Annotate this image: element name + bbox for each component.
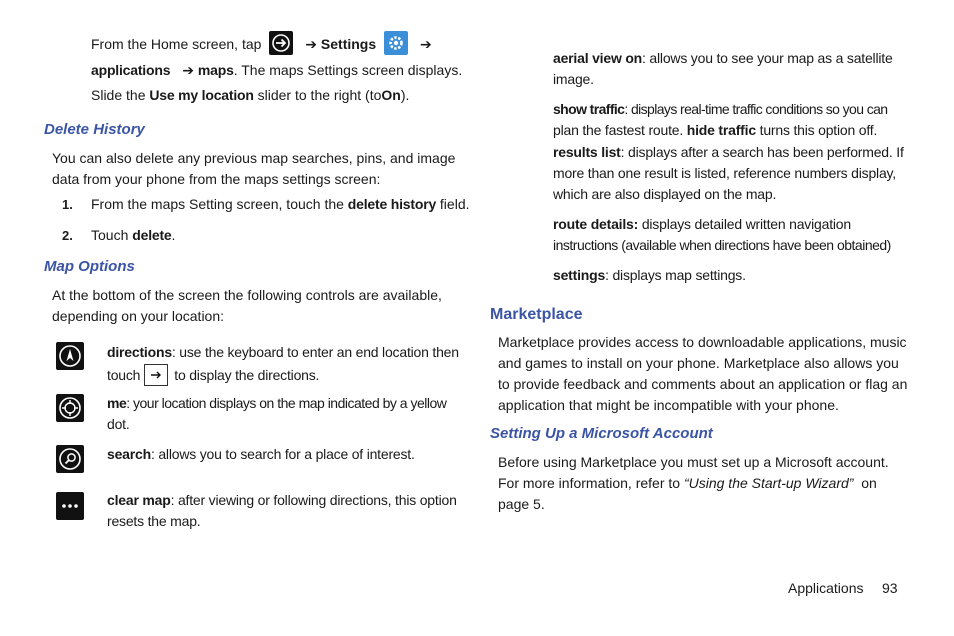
results-list-desc	[553, 142, 913, 205]
desc-text: touch	[107, 367, 141, 383]
desc-text: displays detailed written navigation	[641, 216, 851, 232]
footer-section: Applications	[788, 580, 864, 596]
map-options-heading: Map Options	[44, 258, 135, 275]
applications-term: applications	[91, 62, 171, 78]
delete-term: delete	[132, 227, 172, 243]
desc-text: : allows you to see your map as a satellite	[642, 50, 893, 66]
aerial-view-term: aerial view on	[553, 50, 643, 66]
map-options-para	[52, 285, 472, 327]
maps-term: maps	[197, 62, 234, 78]
para-line: Marketplace provides access to downloadable applications, music	[498, 334, 907, 350]
clear-map-term: clear map	[107, 492, 171, 508]
desc-text: : after viewing or following directions, this option	[170, 492, 457, 508]
desc-text: : displays after a search has been performed. If	[620, 144, 904, 160]
step-number: 1.	[62, 197, 73, 212]
more-dots-icon	[56, 492, 84, 520]
search-desc	[107, 444, 467, 465]
step-text: From the maps Setting screen, touch the	[91, 196, 344, 212]
para-line: to provide feedback and comments about an application or flag an	[498, 376, 908, 392]
me-location-icon	[56, 394, 84, 422]
delete-history-para	[52, 148, 472, 190]
intro-line-3	[91, 85, 491, 106]
directions-icon	[56, 342, 84, 370]
intro-text: Slide the	[91, 87, 146, 103]
directions-term: directions	[107, 344, 172, 360]
desc-text: : your location displays on the map indicated by a yellow	[126, 395, 447, 411]
intro-text: From the Home screen, tap	[91, 36, 262, 52]
para-line: Before using Marketplace you must set up a Microsoft account.	[498, 454, 889, 470]
intro-text: slider to the right (to	[257, 87, 382, 103]
settings-term: Settings	[320, 36, 377, 52]
on-term: On	[381, 87, 401, 103]
intro-line-2	[91, 60, 491, 81]
desc-text: plan the fastest route.	[553, 122, 684, 138]
use-my-location-term: Use my location	[149, 87, 254, 103]
me-term: me	[107, 395, 127, 411]
desc-text: : allows you to search for a place of interest.	[150, 446, 415, 462]
ms-account-para	[498, 452, 908, 515]
desc-text: to display the directions.	[174, 367, 320, 383]
startup-wizard-reference: “Using the Start-up Wizard”	[683, 475, 854, 491]
route-details-term: route details:	[553, 216, 639, 232]
clear-map-desc	[107, 490, 467, 532]
ms-account-heading: Setting Up a Microsoft Account	[490, 425, 713, 442]
show-traffic-desc	[553, 99, 913, 141]
para-line: At the bottom of the screen the following controls are available,	[52, 287, 442, 303]
intro-text: ).	[400, 87, 410, 103]
step-text: Touch	[91, 227, 129, 243]
desc-text: dot.	[107, 416, 130, 432]
step-text: .	[171, 227, 176, 243]
step-2	[91, 225, 471, 246]
para-text: For more information, refer to	[498, 475, 681, 491]
search-term: search	[107, 446, 151, 462]
step-1	[91, 194, 471, 215]
desc-text: : use the keyboard to enter an end location then	[171, 344, 459, 360]
step-text: field.	[439, 196, 470, 212]
para-line: data from your phone from the maps settings screen:	[52, 171, 381, 187]
desc-text: more than one result is listed, reference numbers display,	[553, 165, 896, 181]
para-line: depending on your location:	[52, 308, 225, 324]
desc-text: : displays map settings.	[605, 267, 746, 283]
route-details-desc	[553, 214, 913, 256]
desc-text: image.	[553, 71, 594, 87]
delete-history-heading: Delete History	[44, 121, 145, 138]
settings-desc	[553, 265, 913, 286]
search-icon	[56, 445, 84, 473]
delete-history-term: delete history	[347, 196, 437, 212]
arrow-glyph: ➔	[419, 36, 432, 52]
desc-text: instructions (available when directions have been obtained)	[553, 237, 891, 253]
intro-line-1	[91, 34, 471, 55]
marketplace-para	[498, 332, 908, 416]
arrow-glyph: ➔	[305, 36, 317, 52]
para-text: on	[861, 475, 877, 491]
para-line: and games to install on your phone. Marketplace also allows you	[498, 355, 899, 371]
desc-text: : displays real-time traffic conditions so you can	[624, 101, 888, 117]
results-list-term: results list	[553, 144, 621, 160]
desc-text: turns this option off.	[759, 122, 878, 138]
show-traffic-term: show traffic	[553, 101, 625, 117]
desc-text: resets the map.	[107, 513, 201, 529]
para-line: application that might be incompatible with your phone.	[498, 397, 839, 413]
start-arrow-icon	[269, 31, 293, 55]
arrow-glyph: ➔	[182, 62, 194, 78]
settings-term: settings	[553, 267, 606, 283]
page-number: 93	[882, 580, 898, 596]
para-line: page 5.	[498, 496, 545, 512]
step-number: 2.	[62, 228, 73, 243]
desc-text: which are also displayed on the map.	[553, 186, 777, 202]
me-desc	[107, 393, 467, 435]
marketplace-heading: Marketplace	[490, 306, 583, 323]
intro-text: . The maps Settings screen displays.	[233, 62, 463, 78]
settings-gear-icon	[384, 31, 408, 55]
para-line: You can also delete any previous map searches, pins, and image	[52, 150, 456, 166]
directions-desc	[107, 342, 467, 386]
go-arrow-icon	[144, 364, 168, 386]
aerial-view-desc	[553, 48, 913, 90]
hide-traffic-term: hide traffic	[686, 122, 756, 138]
